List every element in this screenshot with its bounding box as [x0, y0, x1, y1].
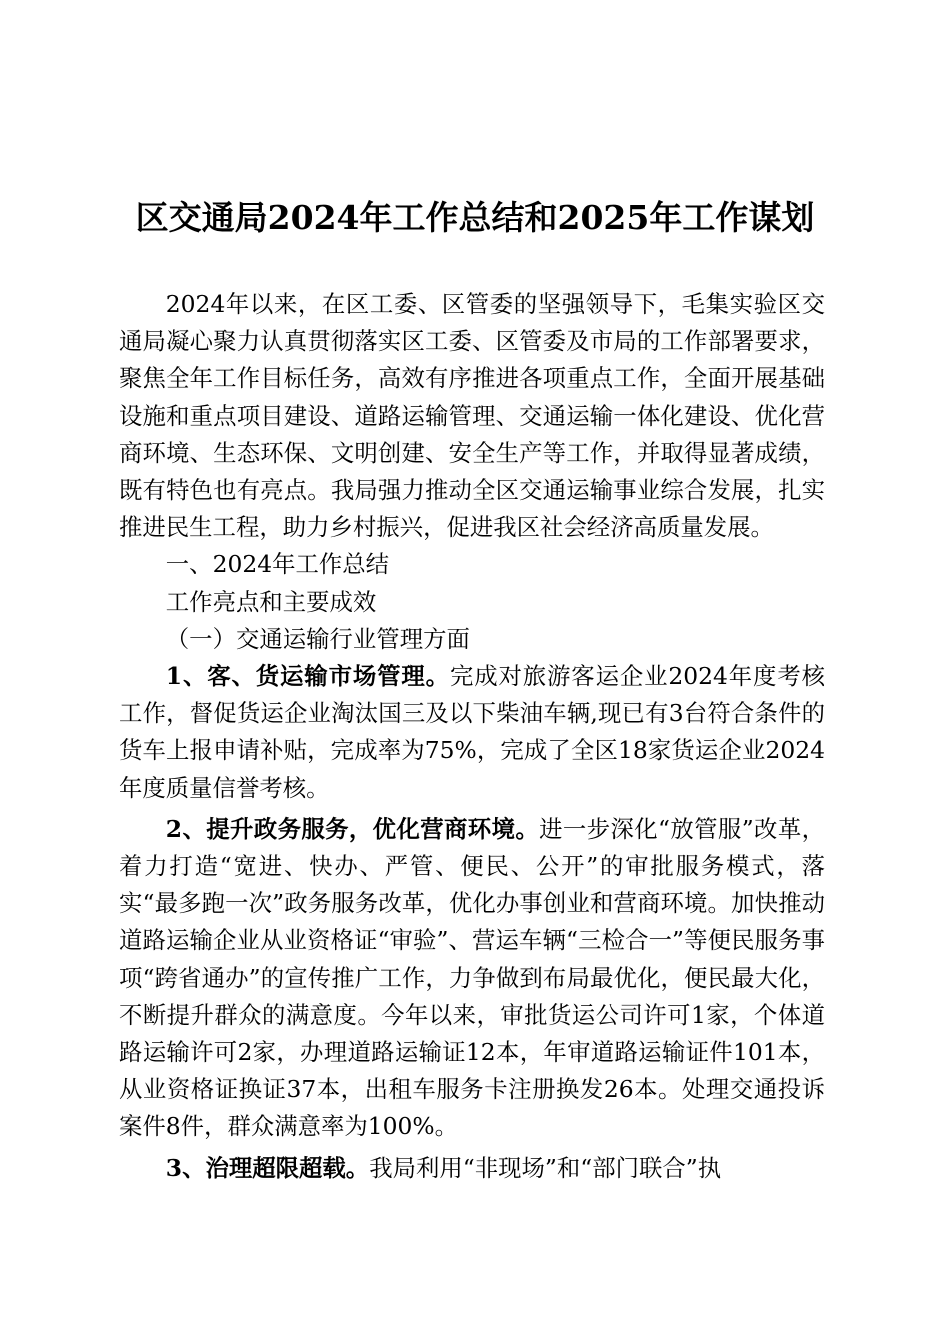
subsection-heading: （一）交通运输行业管理方面 — [165, 624, 470, 653]
section-heading: 一、2024年工作总结 — [165, 550, 390, 579]
item-text: 进一步深化“放管服”改革，着力打造“宽进、快办、严管、便民、公开”的审批服务模式，落实“最多跑一次”政务服务改革，优化办事创业和营商环境。加快推动道路运输企业从业资格证“审验”、营运车辆“三检合一”等便民服务事项“跨省通办”的宣传推广工作，力争做到布局最优化，便民最大化，不断提升群众的满意度。今年以来，审批货运公司许可1家，个体道路运输许可2家，办理道路运输证12本，年审道路运输证件101本，从业资格证换证37本，出租车服务卡注册换发26本。处理交通投诉案件8件，群众满意率为100%。 — [119, 814, 825, 1141]
item-text: 完成对旅游客运企业2024年度考核工作，督促货运企业淘汰国三及以下柴油车辆,现已有3台符合条件的货车上报申请补贴，完成率为75%，完成了全区18家货运企业2024年度质量信誉考核。 — [119, 662, 825, 802]
document-title: 区交通局2024年工作总结和2025年工作谋划 — [135, 198, 815, 237]
document-body — [119, 286, 825, 1187]
list-item — [119, 811, 825, 1146]
item-lead: 1、客、货运输市场管理。 — [165, 662, 450, 691]
item-lead: 2、提升政务服务，优化营商环境。 — [165, 814, 540, 843]
list-item — [119, 1150, 825, 1187]
item-lead: 3、治理超限超载。 — [165, 1153, 370, 1182]
highlights-heading: 工作亮点和主要成效 — [165, 587, 377, 616]
list-item — [119, 658, 825, 807]
item-text: 我局利用“非现场”和“部门联合”执 — [369, 1153, 722, 1182]
intro-paragraph: 2024年以来，在区工委、区管委的坚强领导下，毛集实验区交通局凝心聚力认真贯彻落实区工委、区管委及市局的工作部署要求，聚焦全年工作目标任务，高效有序推进各项重点工作，全面开展基础设施和重点项目建设、道路运输管理、交通运输一体化建设、优化营商环境、生态环保、文明创建、安全生产等工作，并取得显著成绩，既有特色也有亮点。我局强力推动全区交通运输事业综合发展，扎实推进民生工程，助力乡村振兴，促进我区社会经济高质量发展。 — [119, 290, 825, 542]
